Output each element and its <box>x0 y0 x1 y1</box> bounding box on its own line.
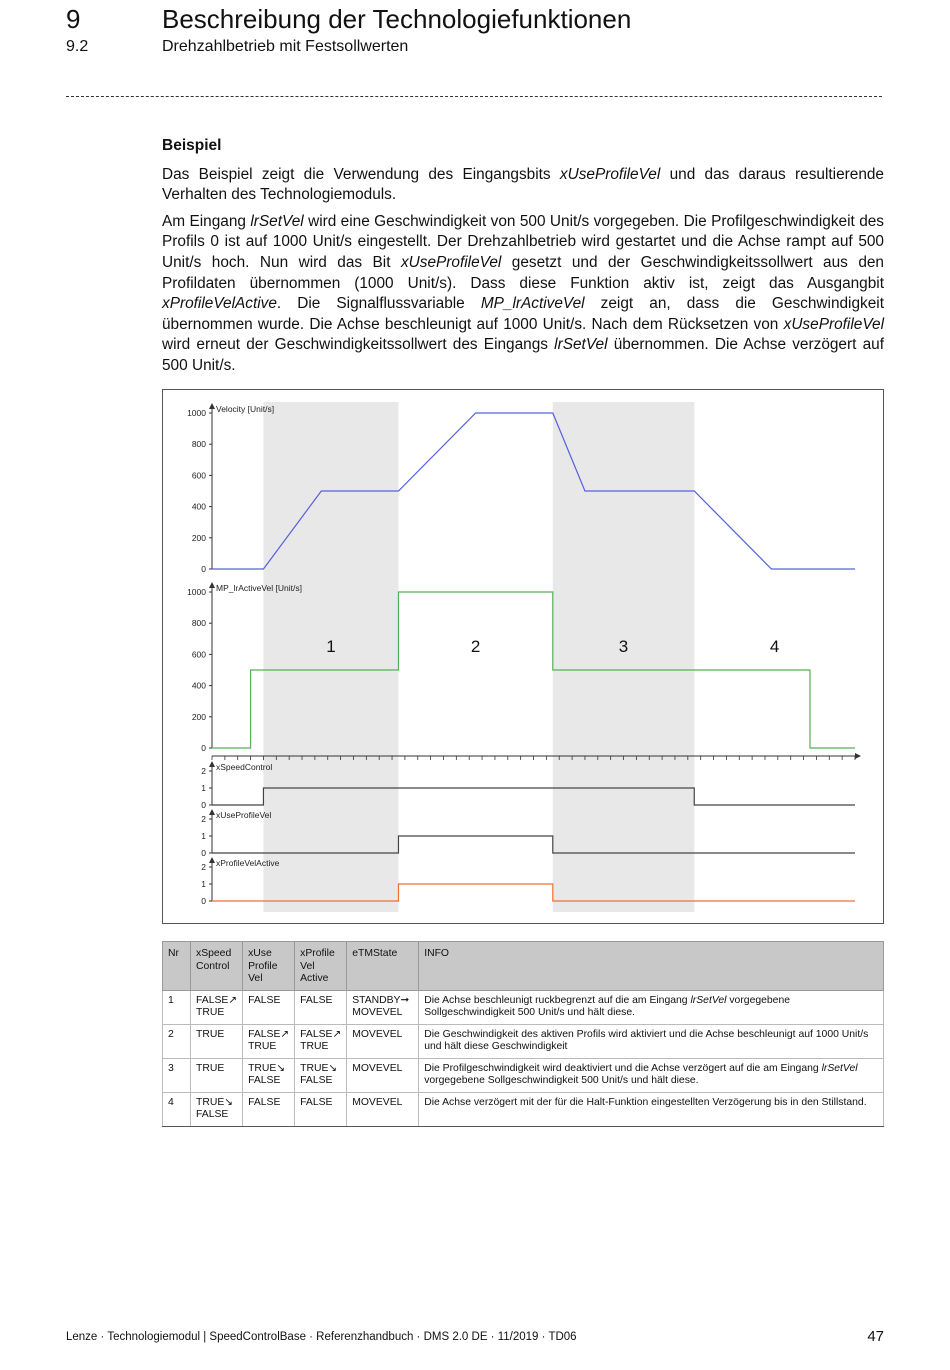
panel-1-label: MP_lrActiveVel [Unit/s] <box>216 583 302 593</box>
panel-0-tick-label: 400 <box>191 501 206 512</box>
panel-3-tick-label: 2 <box>201 814 206 824</box>
text-run: MP_lrActiveVel <box>480 295 585 313</box>
text-run: lrSetVel <box>821 1062 858 1074</box>
panel-3-tick-label: 1 <box>201 831 206 841</box>
panel-4-tick-label: 2 <box>201 862 206 872</box>
cell-etmstate: MOVEVEL <box>347 1024 419 1058</box>
state-table <box>162 941 884 1127</box>
cell-xprofilevelactive: FALSE <box>295 990 347 1024</box>
text-run: Das Beispiel zeigt die Verwendung des Eingangsbits <box>162 165 560 183</box>
cell-etmstate: MOVEVEL <box>347 1058 419 1092</box>
phase-label-3: 3 <box>618 637 629 656</box>
panel-2-tick-label: 2 <box>201 766 206 776</box>
panel-0-tick-label: 0 <box>201 564 206 574</box>
text-run: gesetzt und der Geschwindigkeitssollwert aus den Profildaten übernommen (1000 Unit/s). Dass diese Funktion aktiv ist, zeigt das Ausgangbit <box>162 253 884 292</box>
example-heading: Beispiel <box>162 137 222 154</box>
text-run: lrSetVel <box>690 994 727 1006</box>
phase-label-2: 2 <box>470 637 481 656</box>
text-run: . Die Signalflussvariable <box>276 295 481 313</box>
header-xuseprofilevel: xUse Profile Vel <box>243 942 295 991</box>
text-run: wird erneut der Geschwindigkeitssollwert des Eingangs <box>162 336 555 354</box>
panel-1-tick-label: 400 <box>191 680 206 691</box>
section-number: 9.2 <box>66 38 89 55</box>
panel-0-y-arrow <box>209 403 215 409</box>
panel-2-tick-label: 0 <box>201 800 206 810</box>
signal-chart-svg <box>163 390 885 925</box>
text-run: vorgegebene Sollgeschwindigkeit 500 Unit/s und hält diese. <box>424 1075 699 1086</box>
paragraph-2 <box>162 212 884 377</box>
panel-2-y-arrow <box>209 761 215 767</box>
table-row <box>163 990 884 1024</box>
cell-xuseprofilevel: FALSE <box>243 990 295 1024</box>
cell-xuseprofilevel: FALSE <box>243 1092 295 1126</box>
cell-xprofilevelactive: FALSE <box>295 1092 347 1126</box>
table-header-row <box>163 942 884 991</box>
text-run: Am Eingang <box>162 212 251 230</box>
panel-0-tick-label: 1000 <box>187 408 206 418</box>
panel-4-label: xProfileVelActive <box>216 858 280 868</box>
panel-1-tick-label: 0 <box>201 743 206 753</box>
phase-label-4: 4 <box>769 637 780 656</box>
panel-2-tick-label: 1 <box>201 783 206 793</box>
panel-1-tick-label: 600 <box>191 649 206 660</box>
phase-shade-1 <box>263 402 398 912</box>
cell-nr: 4 <box>163 1092 191 1126</box>
header-info: INFO <box>419 942 884 991</box>
text-run: vorgegebene Sollgeschwindigkeit 500 Unit/s und hält diese. <box>424 994 791 1018</box>
cell-xspeedcontrol: FALSE↗ TRUE <box>191 990 243 1024</box>
phase-label-1: 1 <box>326 637 336 656</box>
chapter-title: Beschreibung der Technologiefunktionen <box>162 4 632 34</box>
panel-0-tick-label: 200 <box>191 532 206 543</box>
cell-xuseprofilevel: TRUE↘ FALSE <box>243 1058 295 1092</box>
cell-info <box>419 1092 884 1126</box>
chapter-number: 9 <box>66 4 81 34</box>
cell-xspeedcontrol: TRUE↘ FALSE <box>191 1092 243 1126</box>
table-row <box>163 1024 884 1058</box>
cell-xuseprofilevel: FALSE↗ TRUE <box>243 1024 295 1058</box>
text-run: Die Geschwindigkeit des aktiven Profils wird aktiviert und die Achse beschleunigt auf 1000 Unit/s und hält diese Geschwindigkeit <box>424 1028 869 1052</box>
panel-1-tick-label: 800 <box>191 618 206 629</box>
body-text <box>162 136 884 383</box>
cell-info <box>419 1058 884 1092</box>
panel-0-label: Velocity [Unit/s] <box>216 404 275 414</box>
text-run: lrSetVel <box>250 212 304 230</box>
section-title: Drehzahlbetrieb mit Festsollwerten <box>162 38 409 55</box>
cell-xprofilevelactive: TRUE↘ FALSE <box>295 1058 347 1092</box>
text-run: und das daraus resultierende Verhalten des Technologiemoduls. <box>162 165 884 204</box>
panel-2-label: xSpeedControl <box>216 762 273 772</box>
text-run: Die Achse beschleunigt ruckbegrenzt auf die am Eingang <box>424 994 691 1006</box>
header-xspeedcontrol: xSpeed Control <box>191 942 243 991</box>
panel-3-label: xUseProfileVel <box>216 810 272 820</box>
panel-1-y-arrow <box>209 582 215 588</box>
footer-text: Lenze · Technologiemodul | SpeedControlBase · Referenzhandbuch · DMS 2.0 DE · 11/2019 · TD06 <box>66 1331 577 1343</box>
panel-4-tick-label: 1 <box>201 879 206 889</box>
panel-4-tick-label: 0 <box>201 896 206 906</box>
text-run: Die Profilgeschwindigkeit wird deaktiviert und die Achse verzögert auf die am Eingang <box>424 1062 822 1074</box>
cell-nr: 1 <box>163 990 191 1024</box>
panel-4-y-arrow <box>209 857 215 863</box>
cell-nr: 2 <box>163 1024 191 1058</box>
panel-0-tick-label: 600 <box>191 470 206 481</box>
table-body <box>163 990 884 1126</box>
text-run: xUseProfileVel <box>559 165 661 183</box>
cell-info <box>419 990 884 1024</box>
panel-3-tick-label: 0 <box>201 848 206 858</box>
text-run: Die Achse verzögert mit der für die Halt-Funktion eingestellten Verzögerung bis in den Stillstand. <box>424 1096 867 1108</box>
panel-3-y-arrow <box>209 809 215 815</box>
text-run: zeigt an, dass die Geschwindigkeit übernommen wurde. Die Achse beschleunigt auf 1000 Unit/s. Nach dem Rücksetzen von <box>162 295 884 333</box>
cell-xspeedcontrol: TRUE <box>191 1058 243 1092</box>
text-run: wird eine Geschwindigkeit von 500 Unit/s vorgegeben. Die Profilgeschwindigkeit des Profils 0 ist auf 1000 Unit/s eingestellt. Der Drehzahlbetrieb wird gestartet und die Achse rampt auf 500 Unit/s hoch. Nun wird das Bit <box>162 212 885 271</box>
header-nr: Nr <box>163 942 191 991</box>
header-etmstate: eTMState <box>347 942 419 991</box>
header-xprofilevelactive: xProfile Vel Active <box>295 942 347 991</box>
panel-1-tick-label: 200 <box>191 711 206 722</box>
header-divider <box>66 96 882 97</box>
table-row <box>163 1058 884 1092</box>
time-axis-arrow <box>855 753 861 759</box>
paragraph-1 <box>162 165 884 206</box>
cell-xspeedcontrol: TRUE <box>191 1024 243 1058</box>
text-run: xProfileVelActive <box>162 295 277 313</box>
table-row <box>163 1092 884 1126</box>
panel-0-tick-label: 800 <box>191 439 206 450</box>
cell-xprofilevelactive: FALSE↗ TRUE <box>295 1024 347 1058</box>
panel-1-tick-label: 1000 <box>187 587 206 597</box>
phase-shade-3 <box>553 402 694 912</box>
cell-info <box>419 1024 884 1058</box>
text-run: xUseProfileVel <box>783 315 884 333</box>
signal-chart <box>162 389 884 924</box>
text-run: übernommen. Die Achse verzögert auf 500 Unit/s. <box>162 336 884 374</box>
cell-etmstate: MOVEVEL <box>347 1092 419 1126</box>
text-run: xUseProfileVel <box>400 253 502 271</box>
text-run: lrSetVel <box>554 336 608 354</box>
cell-etmstate: STANDBY➞ MOVEVEL <box>347 990 419 1024</box>
page-number: 47 <box>867 1328 884 1345</box>
cell-nr: 3 <box>163 1058 191 1092</box>
